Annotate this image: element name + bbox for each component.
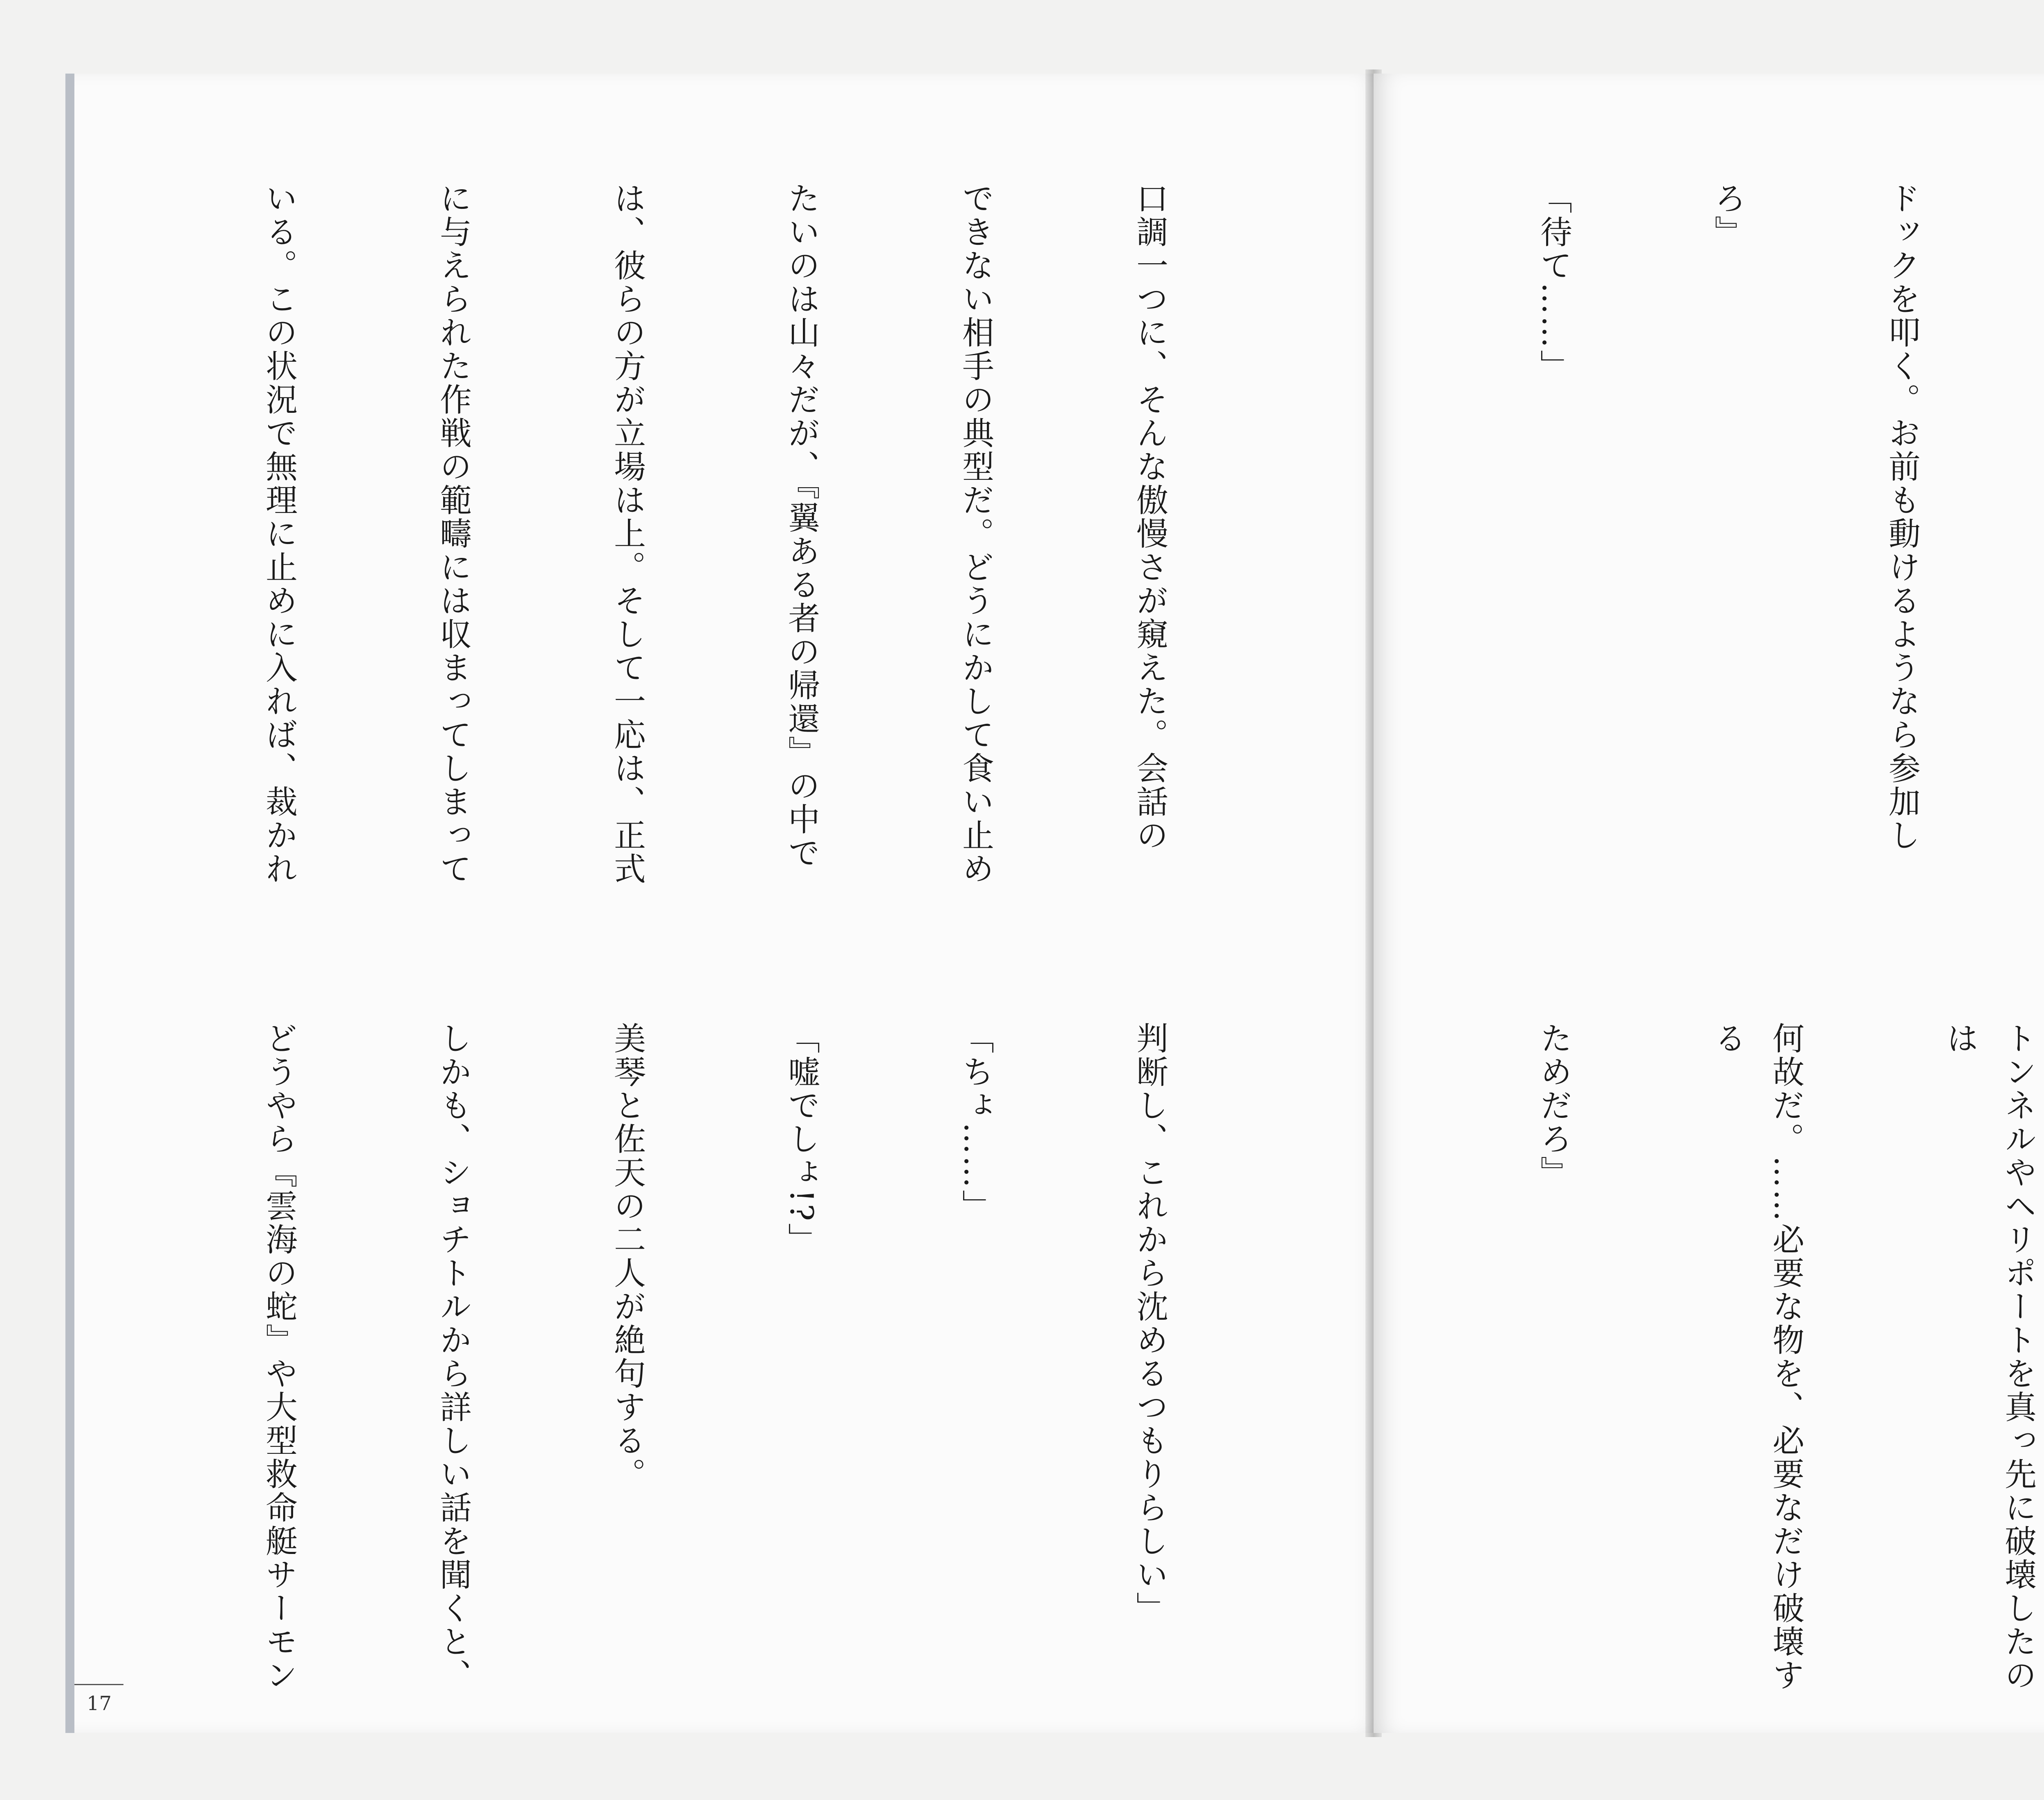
text-column: しかも、ショチトルから詳しい話を聞くと、 (435, 1022, 471, 1692)
text-column: トンネルやヘリポートを真っ先に破壊したのは (1941, 1022, 2036, 1692)
text-column: は、彼らの方が立場は上。そして一応は、正式 (609, 182, 645, 886)
text-column: 判断し、これから沈めるつもりらしい」 (1131, 1022, 1168, 1625)
text-column: ろ』 (1709, 182, 1746, 249)
text-column: たいのは山々だが、『翼ある者の帰還』の中で (783, 182, 820, 870)
left-page-bottom-text (142, 1022, 1295, 1717)
right-page-bottom-text (1531, 1022, 2044, 1717)
text-column: 「ちょ……」 (957, 1022, 994, 1223)
text-column: ドックを叩く。お前も動けるようなら参加し (1883, 182, 1920, 852)
text-column: できない相手の典型だ。どうにかして食い止め (957, 182, 994, 886)
text-column: 口調一つに、そんな傲慢さが窺えた。会話の (1131, 182, 1168, 852)
right-page (1374, 74, 2044, 1733)
left-page-top-text (142, 182, 1295, 950)
page-number: 17 (87, 1692, 112, 1715)
text-column: ためだろ』 (1535, 1022, 1572, 1189)
page-number-rule (74, 1684, 123, 1685)
right-page-top-text (1531, 182, 2044, 950)
text-column: どうやら『雲海の蛇』や大型救命艇サーモン (260, 1022, 297, 1692)
text-column: 「待て……」 (1535, 182, 1572, 383)
text-column: 何故だ。……必要な物を、必要なだけ破壊する (1709, 1022, 1804, 1692)
text-column: に与えられた作戦の範疇には収まってしまって (435, 182, 471, 886)
left-page (65, 74, 1383, 1733)
text-column: 「嘘でしょ!?」 (783, 1022, 820, 1256)
text-column: 美琴と佐天の二人が絶句する。 (609, 1022, 645, 1491)
text-column: いる。この状況で無理に止めに入れば、裁かれ (260, 182, 297, 886)
